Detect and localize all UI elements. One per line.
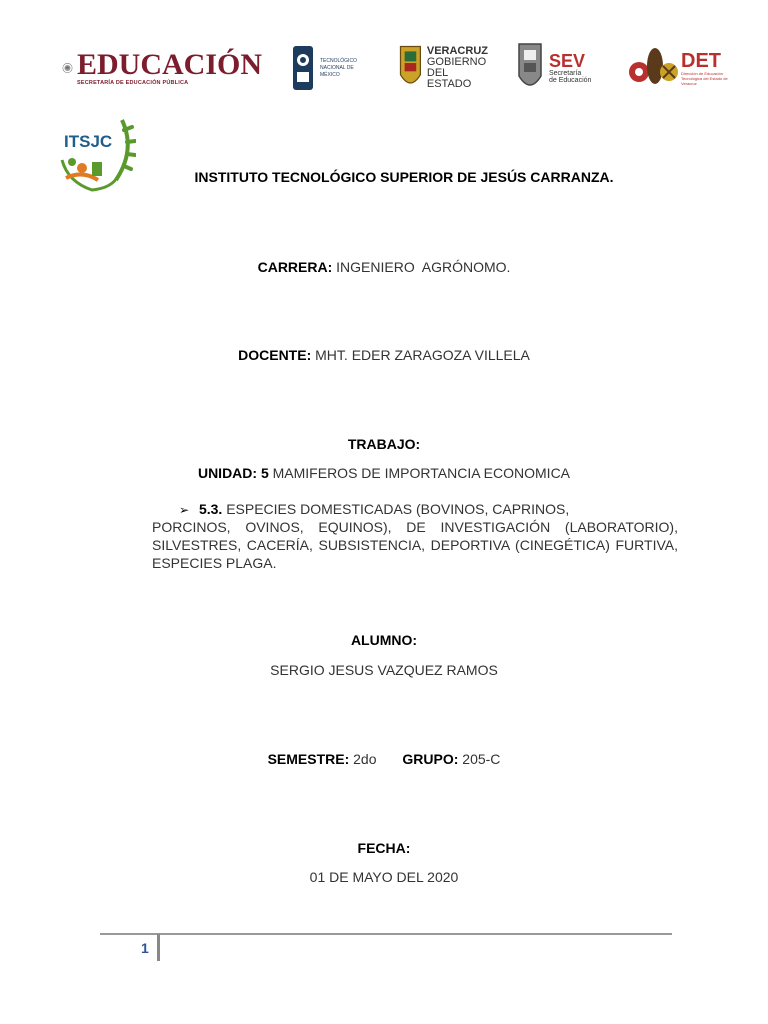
- alumno-name: SERGIO JESUS VAZQUEZ RAMOS: [270, 662, 498, 678]
- semestre-label: SEMESTRE:: [267, 751, 350, 767]
- page-number-divider: [157, 934, 160, 961]
- alumno-label: ALUMNO:: [350, 632, 418, 648]
- unidad-value: MAMIFEROS DE IMPORTANCIA ECONOMICA: [272, 465, 571, 481]
- tecnm-text: TECNOLÓGICO NACIONAL DE MÉXICO: [320, 57, 357, 78]
- det-title: DET: [681, 49, 721, 72]
- trabajo-label: TRABAJO:: [347, 436, 421, 452]
- bullet-arrow-icon: ➢: [179, 503, 190, 517]
- veracruz-line2: GOBIERNO: [426, 56, 487, 68]
- educacion-subtitle: SECRETARÍA DE EDUCACIÓN PÚBLICA: [76, 80, 189, 86]
- bullet-first-line: [179, 500, 569, 519]
- grupo-value: 205-C: [462, 751, 501, 767]
- veracruz-logo: [398, 28, 488, 108]
- sev-title: SEV: [549, 51, 586, 71]
- det-logo: [627, 28, 742, 108]
- sep-logo: [62, 28, 262, 108]
- page-number: 1: [141, 940, 149, 956]
- docente-value: MHT. EDER ZARAGOZA VILLELA: [315, 347, 530, 363]
- footer-rule: [100, 933, 672, 935]
- tecnm-gear-icon: [290, 38, 316, 98]
- det-emblem-icon: [627, 36, 679, 100]
- sev-line2: de Educación: [549, 77, 592, 84]
- unidad-label: UNIDAD: 5: [197, 465, 269, 481]
- carrera-value: INGENIERO AGRÓNOMO.: [336, 259, 511, 275]
- bullet-text-first: ESPECIES DOMESTICADAS (BOVINOS, CAPRINOS,: [226, 501, 570, 517]
- veracruz-line3: DEL ESTADO: [426, 67, 472, 90]
- semestre-value: 2do: [353, 751, 377, 767]
- det-subtitle: Dirección de Educación Tecnológica del Estado de Veracruz: [681, 70, 728, 86]
- tecnm-logo: [290, 28, 380, 108]
- bullet-text-rest: PORCINOS, OVINOS, EQUINOS), DE INVESTIGACIÓN (LABORATORIO), SILVESTRES, CACERÍA, SUBSISTENCIA, DEPORTIVA (CINEGÉTICA) FURTIVA, ESPECIES PLAGA.: [152, 519, 678, 571]
- semestre-grupo-line: [0, 751, 768, 767]
- fecha-value: 01 DE MAYO DEL 2020: [309, 869, 459, 885]
- veracruz-line1: VERACRUZ: [426, 45, 488, 57]
- sev-line1: Secretaría: [549, 70, 582, 77]
- docente-label: DOCENTE:: [238, 347, 312, 363]
- educacion-title: EDUCACIÓN: [76, 48, 262, 81]
- itsjc-label: ITSJC: [64, 132, 113, 151]
- mexico-seal-icon: [62, 38, 73, 98]
- bullet-number: 5.3.: [198, 501, 223, 517]
- veracruz-shield-icon: [398, 36, 423, 100]
- fecha-label: FECHA:: [357, 840, 411, 856]
- grupo-label: GRUPO:: [402, 751, 459, 767]
- carrera-label: CARRERA:: [257, 259, 333, 275]
- docente-line: [0, 347, 768, 363]
- sev-shield-icon: [515, 36, 545, 100]
- carrera-line: [0, 259, 768, 275]
- institute-name: INSTITUTO TECNOLÓGICO SUPERIOR DE JESÚS CARRANZA.: [194, 169, 614, 185]
- header-logo-strip: [62, 28, 742, 108]
- unidad-line: [0, 465, 768, 481]
- sev-logo: [515, 28, 605, 108]
